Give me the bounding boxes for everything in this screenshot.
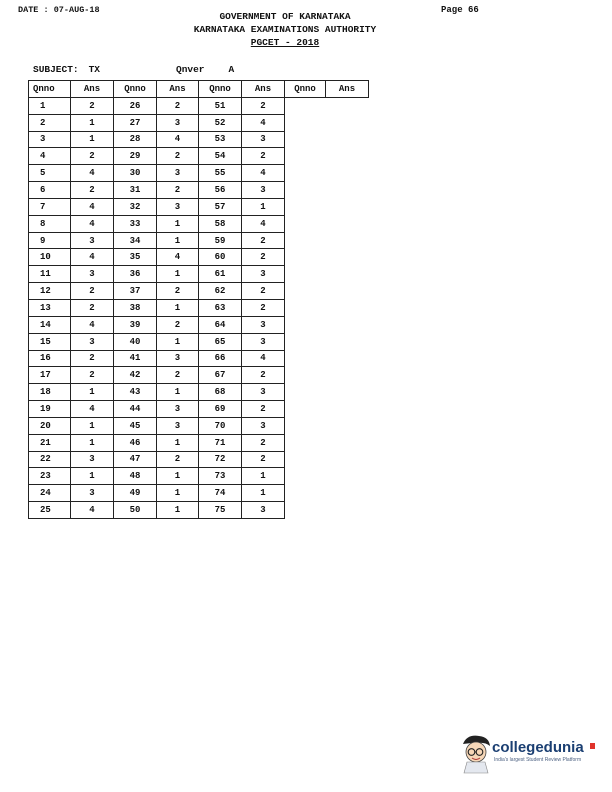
question-number-cell: 12 [29,283,71,300]
answer-cell: 2 [242,97,285,114]
answer-cell: 1 [71,434,114,451]
answer-cell: 4 [71,502,114,519]
column-header: Ans [326,81,369,98]
question-number-cell: 38 [114,299,157,316]
question-number-cell: 66 [199,350,242,367]
watermark-tagline: India's largest Student Review Platform [494,757,582,763]
table-row [29,266,369,283]
table-row [29,114,369,131]
answer-cell: 2 [242,434,285,451]
watermark-brand: collegedunia [492,739,584,756]
question-number-cell: 69 [199,401,242,418]
question-number-cell: 13 [29,299,71,316]
table-row [29,215,369,232]
answer-cell: 1 [71,114,114,131]
answer-cell: 1 [157,502,199,519]
answer-cell: 2 [242,249,285,266]
answer-cell: 2 [242,451,285,468]
question-number-cell: 49 [114,485,157,502]
answer-cell: 4 [157,249,199,266]
answer-cell: 1 [157,434,199,451]
question-number-cell: 54 [199,148,242,165]
question-number-cell: 20 [29,417,71,434]
question-number-cell: 61 [199,266,242,283]
table-row [29,401,369,418]
question-number-cell: 18 [29,384,71,401]
table-row [29,502,369,519]
question-number-cell: 26 [114,97,157,114]
print-date: DATE : 07-AUG-18 [18,5,100,15]
question-number-cell: 44 [114,401,157,418]
question-number-cell: 42 [114,367,157,384]
question-number-cell: 52 [199,114,242,131]
answer-cell: 4 [71,165,114,182]
column-header: Qnno [199,81,242,98]
table-row [29,165,369,182]
answer-cell: 4 [242,165,285,182]
answer-cell: 2 [157,97,199,114]
answer-cell: 3 [157,114,199,131]
question-number-cell: 63 [199,299,242,316]
question-number-cell: 60 [199,249,242,266]
question-number-cell: 46 [114,434,157,451]
table-row [29,148,369,165]
answer-cell: 1 [71,131,114,148]
answer-cell: 4 [71,401,114,418]
question-number-cell: 35 [114,249,157,266]
question-number-cell: 67 [199,367,242,384]
column-header: Ans [71,81,114,98]
answer-cell: 1 [157,215,199,232]
subject-label: SUBJECT: [33,64,79,75]
question-number-cell: 58 [199,215,242,232]
answer-cell: 3 [71,232,114,249]
answer-cell: 4 [157,131,199,148]
qnver-label: Qnver [176,64,205,75]
subject-field [33,64,100,75]
answer-cell: 1 [71,417,114,434]
answer-cell: 3 [71,451,114,468]
qnver-value: A [228,64,235,75]
question-number-cell: 14 [29,316,71,333]
answer-cell: 3 [71,266,114,283]
answer-cell: 4 [71,215,114,232]
question-number-cell: 36 [114,266,157,283]
question-number-cell: 48 [114,468,157,485]
question-number-cell: 39 [114,316,157,333]
question-number-cell: 56 [199,182,242,199]
question-number-cell: 57 [199,198,242,215]
answer-cell: 3 [242,182,285,199]
answer-cell: 4 [242,114,285,131]
answer-cell: 1 [157,299,199,316]
answer-cell: 3 [71,333,114,350]
answer-cell: 2 [71,299,114,316]
table-row [29,468,369,485]
table-row [29,182,369,199]
question-number-cell: 9 [29,232,71,249]
answer-cell: 3 [242,131,285,148]
question-number-cell: 27 [114,114,157,131]
answer-cell: 2 [71,182,114,199]
header-exam-title: PGCET - 2018 [250,37,320,48]
answer-cell: 2 [157,148,199,165]
question-number-cell: 7 [29,198,71,215]
answer-cell: 2 [157,367,199,384]
question-number-cell: 31 [114,182,157,199]
table-row [29,451,369,468]
question-number-cell: 21 [29,434,71,451]
question-number-cell: 53 [199,131,242,148]
question-number-cell: 17 [29,367,71,384]
table-row [29,367,369,384]
column-header: Ans [157,81,199,98]
answer-cell: 4 [242,350,285,367]
table-row [29,485,369,502]
answer-cell: 3 [242,333,285,350]
answer-cell: 1 [157,384,199,401]
question-number-cell: 2 [29,114,71,131]
question-number-cell: 65 [199,333,242,350]
answer-cell: 3 [242,502,285,519]
question-number-cell: 50 [114,502,157,519]
answer-cell: 3 [157,401,199,418]
answer-cell: 3 [242,384,285,401]
question-number-cell: 3 [29,131,71,148]
question-number-cell: 45 [114,417,157,434]
table-row [29,131,369,148]
question-number-cell: 47 [114,451,157,468]
question-number-cell: 62 [199,283,242,300]
question-number-cell: 43 [114,384,157,401]
question-number-cell: 25 [29,502,71,519]
answer-cell: 1 [157,266,199,283]
column-header: Qnno [114,81,157,98]
answer-cell: 2 [157,182,199,199]
answer-cell: 4 [71,316,114,333]
answer-cell: 3 [242,266,285,283]
answer-cell: 4 [71,198,114,215]
question-number-cell: 68 [199,384,242,401]
question-number-cell: 1 [29,97,71,114]
answer-cell: 1 [242,468,285,485]
question-number-cell: 70 [199,417,242,434]
question-number-cell: 40 [114,333,157,350]
answer-cell: 1 [157,485,199,502]
question-number-cell: 28 [114,131,157,148]
table-row [29,249,369,266]
question-number-cell: 30 [114,165,157,182]
table-row [29,316,369,333]
answer-cell: 1 [157,232,199,249]
question-number-cell: 75 [199,502,242,519]
table-row [29,384,369,401]
answer-cell: 2 [71,97,114,114]
column-header: Qnno [285,81,326,98]
table-row [29,232,369,249]
question-number-cell: 10 [29,249,71,266]
table-row [29,299,369,316]
question-number-cell: 5 [29,165,71,182]
header-authority: KARNATAKA EXAMINATIONS AUTHORITY [193,24,377,35]
table-row [29,417,369,434]
table-row [29,333,369,350]
answer-key-table [28,80,369,519]
answer-cell: 1 [71,384,114,401]
question-number-cell: 22 [29,451,71,468]
answer-cell: 2 [157,316,199,333]
question-number-cell: 4 [29,148,71,165]
answer-cell: 1 [242,198,285,215]
answer-cell: 2 [71,283,114,300]
subject-value: TX [88,64,101,75]
answer-cell: 1 [242,485,285,502]
table-row [29,434,369,451]
answer-cell: 1 [157,468,199,485]
answer-cell: 4 [71,249,114,266]
question-number-cell: 71 [199,434,242,451]
question-number-cell: 32 [114,198,157,215]
student-mascot-icon [463,736,490,773]
answer-cell: 3 [71,485,114,502]
answer-cell: 4 [242,215,285,232]
answer-cell: 2 [71,367,114,384]
answer-cell: 2 [157,451,199,468]
answer-cell: 1 [157,333,199,350]
answer-cell: 2 [242,148,285,165]
question-number-cell: 8 [29,215,71,232]
answer-cell: 2 [242,367,285,384]
column-header: Ans [242,81,285,98]
question-number-cell: 19 [29,401,71,418]
answer-cell: 2 [71,148,114,165]
question-number-cell: 59 [199,232,242,249]
table-row [29,198,369,215]
answer-cell: 3 [157,350,199,367]
question-number-cell: 24 [29,485,71,502]
answer-cell: 3 [157,165,199,182]
answer-cell: 2 [71,350,114,367]
question-number-cell: 23 [29,468,71,485]
answer-cell: 2 [242,401,285,418]
page-number: Page 66 [441,5,479,15]
question-number-cell: 51 [199,97,242,114]
answer-cell: 3 [157,198,199,215]
answer-cell: 3 [157,417,199,434]
column-header: Qnno [29,81,71,98]
question-number-cell: 34 [114,232,157,249]
question-number-cell: 11 [29,266,71,283]
question-number-cell: 15 [29,333,71,350]
answer-cell: 3 [242,316,285,333]
question-number-cell: 29 [114,148,157,165]
header-government: GOVERNMENT OF KARNATAKA [219,11,351,22]
question-number-cell: 16 [29,350,71,367]
question-number-cell: 74 [199,485,242,502]
answer-cell: 3 [242,417,285,434]
answer-cell: 2 [157,283,199,300]
question-number-cell: 64 [199,316,242,333]
question-number-cell: 55 [199,165,242,182]
question-number-cell: 41 [114,350,157,367]
question-version-field [176,64,234,75]
question-number-cell: 73 [199,468,242,485]
table-row [29,97,369,114]
table-row [29,283,369,300]
table-header-row [29,81,369,98]
question-number-cell: 37 [114,283,157,300]
question-number-cell: 72 [199,451,242,468]
answer-cell: 2 [242,283,285,300]
table-row [29,350,369,367]
answer-cell: 2 [242,299,285,316]
question-number-cell: 6 [29,182,71,199]
question-number-cell: 33 [114,215,157,232]
answer-cell: 2 [242,232,285,249]
answer-cell: 1 [71,468,114,485]
